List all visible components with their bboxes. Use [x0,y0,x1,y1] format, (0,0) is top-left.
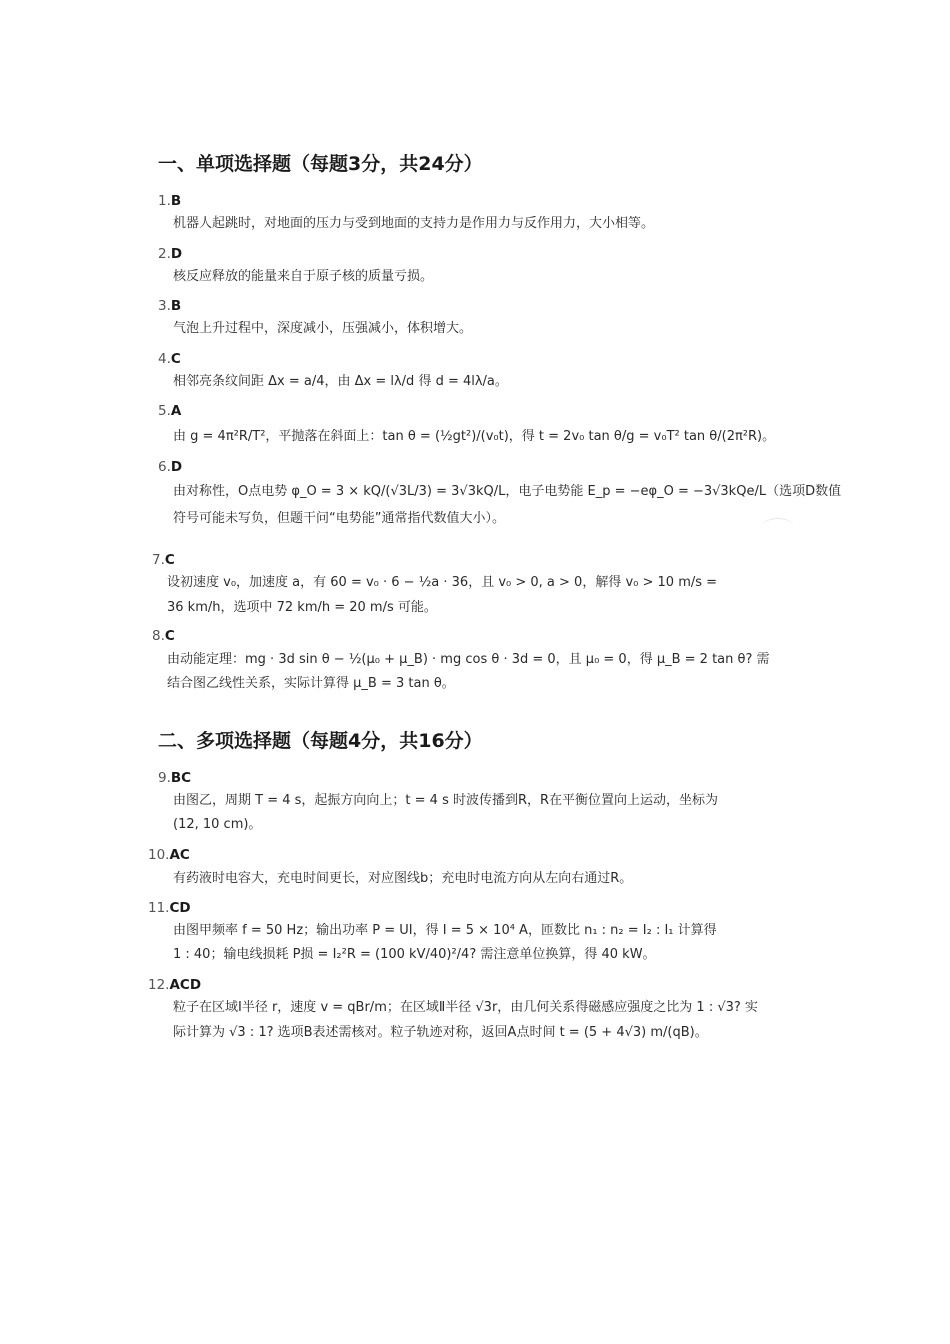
answer-number: 10.AC [148,847,190,863]
explanation: 粒子在区域Ⅰ半径 r，速度 v = qBr/m；在区域Ⅱ半径 √3r，由几何关系得磁感应强度之比为 1 : √3? 实 [173,1000,758,1015]
explanation: 有药液时电容大，充电时间更长，对应图线b；充电时电流方向从左向右通过R。 [173,871,633,886]
explanation: 由动能定理：mg · 3d sin θ − ½(μ₀ + μ_B) · mg cos θ · 3d = 0，且 μ₀ = 0，得 μ_B = 2 tan θ? 需 [167,652,770,667]
explanation: 由 g = 4π²R/T²，平抛落在斜面上：tan θ = (½gt²)/(v₀t)，得 t = 2v₀ tan θ/g = v₀T² tan θ/(2π²R)。 [173,429,776,444]
explanation: 气泡上升过程中，深度减小，压强减小，体积增大。 [173,321,473,336]
explanation: 际计算为 √3 : 1? 选项B表述需核对。粒子轨迹对称，返回A点时间 t = (5 + 4√3) m/(qB)。 [173,1025,708,1040]
answer-number: 11.CD [148,900,191,916]
answer-number: 2.D [158,246,183,262]
explanation: 36 km/h，选项中 72 km/h = 20 m/s 可能。 [167,600,437,615]
answer-number: 9.BC [158,770,192,786]
answer-number: 3.B [158,298,182,314]
section2-title: 二、多项选择题（每题4分，共16分） [158,730,483,752]
answer-number: 6.D [158,459,183,475]
section1-title: 一、单项选择题（每题3分，共24分） [158,153,483,175]
explanation: (12, 10 cm)。 [173,817,262,832]
explanation: 相邻亮条纹间距 Δx = a/4，由 Δx = lλ/d 得 d = 4lλ/a。 [173,374,508,389]
answer-number: 1.B [158,193,182,209]
answer-number: 12.ACD [148,977,202,993]
decorative-curve [763,518,793,533]
explanation: 由图乙，周期 T = 4 s，起振方向向上；t = 4 s 时波传播到R，R在平衡位置向上运动，坐标为 [173,793,719,808]
answer-number: 7.C [152,552,175,568]
answer-number: 8.C [152,628,175,644]
explanation: 核反应释放的能量来自于原子核的质量亏损。 [173,269,434,284]
explanation: 符号可能未写负，但题干问“电势能”通常指代数值大小）。 [173,511,505,526]
explanation: 1 : 40；输电线损耗 P损 = I₂²R = (100 kV/40)²/4? 需注意单位换算，得 40 kW。 [173,947,656,962]
explanation: 设初速度 v₀，加速度 a，有 60 = v₀ · 6 − ½a · 36，且 v₀ > 0, a > 0，解得 v₀ > 10 m/s = [167,575,718,590]
explanation: 由图甲频率 f = 50 Hz；输出功率 P = UI，得 I = 5 × 10⁴ A，匝数比 n₁ : n₂ = I₂ : I₁ 计算得 [173,923,717,938]
explanation: 由对称性，O点电势 φ_O = 3 × kQ/(√3L/3) = 3√3kQ/L，电子电势能 E_p = −eφ_O = −3√3kQe/L（选项D数值 [173,484,842,499]
explanation: 结合图乙线性关系，实际计算得 μ_B = 3 tan θ。 [167,676,455,691]
answer-number: 4.C [158,351,181,367]
answer-number: 5.A [158,403,182,419]
explanation: 机器人起跳时，对地面的压力与受到地面的支持力是作用力与反作用力，大小相等。 [173,216,655,231]
